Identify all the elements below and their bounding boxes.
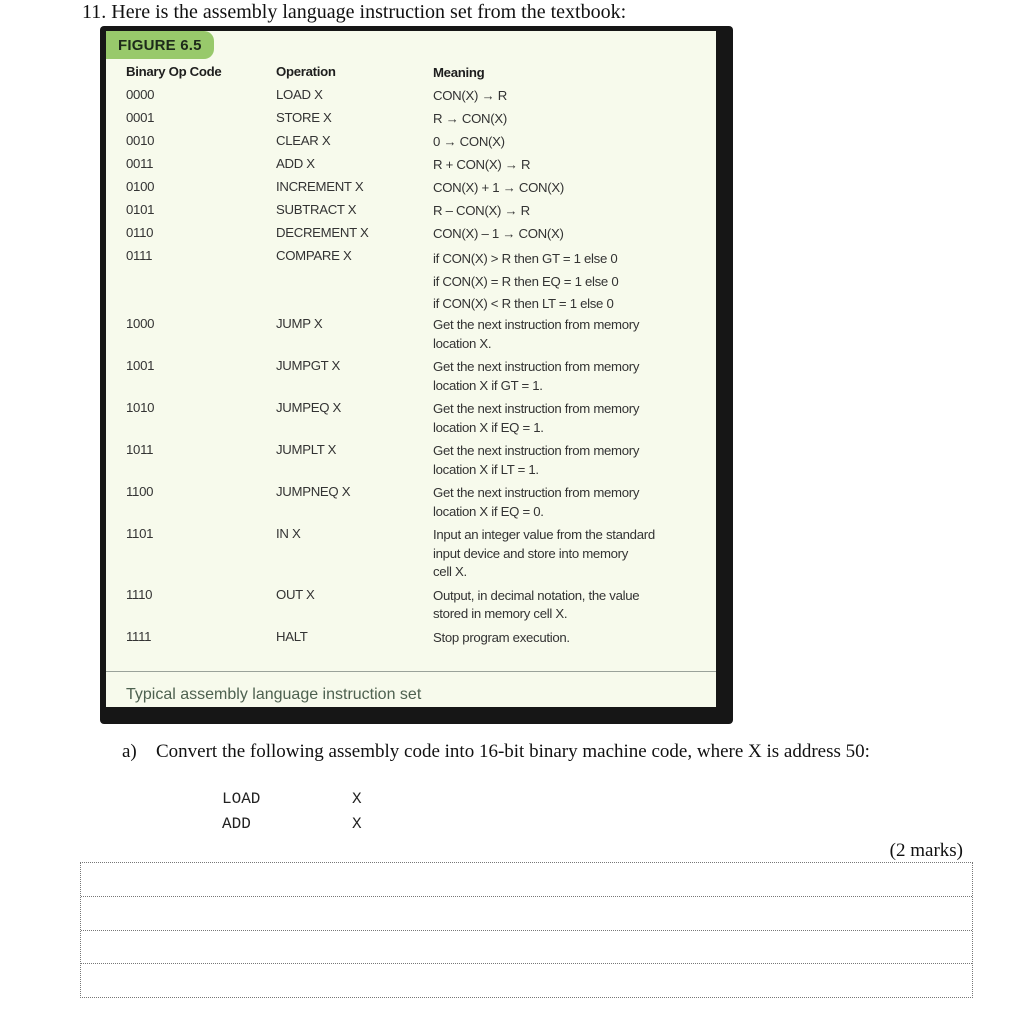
answer-line — [81, 930, 972, 931]
table-row — [106, 526, 716, 587]
meaning — [433, 629, 698, 648]
meaning-line: CON(X) + 1 → CON(X) — [433, 180, 564, 195]
op-code: 0110 — [126, 225, 154, 240]
meaning — [433, 442, 698, 479]
marks-label: (2 marks) — [889, 840, 963, 861]
table-row — [106, 248, 716, 316]
operation: JUMP X — [276, 316, 323, 332]
op-code: 0101 — [126, 202, 155, 217]
meaning — [433, 156, 698, 175]
meaning-line: if CON(X) > R then GT = 1 else 0 — [433, 251, 618, 266]
meaning-line: CON(X) → R — [433, 88, 507, 103]
answer-line — [81, 896, 972, 897]
op-code: 1011 — [126, 442, 154, 458]
table-row — [106, 156, 716, 179]
figure-caption: Typical assembly language instruction set — [126, 686, 422, 703]
meaning-line: location X if EQ = 1. — [433, 419, 544, 435]
op-code: 0000 — [126, 87, 155, 102]
op-code: 1001 — [126, 358, 155, 374]
operation: JUMPNEQ X — [276, 484, 351, 500]
figure-frame — [100, 26, 733, 724]
meaning — [433, 248, 698, 316]
question-title: 11. Here is the assembly language instruction set from the textbook: — [82, 1, 627, 23]
operation: JUMPGT X — [276, 358, 341, 374]
meaning-line: stored in memory cell X. — [433, 606, 568, 622]
meaning-line: location X if LT = 1. — [433, 461, 539, 477]
figure-badge: FIGURE 6.5 — [106, 31, 214, 59]
meaning — [433, 526, 698, 582]
table-row — [106, 484, 716, 526]
caption-divider — [106, 671, 716, 672]
table-row — [106, 133, 716, 156]
figure-panel — [106, 31, 716, 707]
meaning-line: 0 → CON(X) — [433, 134, 505, 149]
table-row — [106, 110, 716, 133]
meaning-line: if CON(X) < R then LT = 1 else 0 — [433, 296, 614, 312]
operation: JUMPLT X — [276, 442, 337, 458]
instruction-table — [106, 64, 716, 652]
meaning-line: Get the next instruction from memory — [433, 401, 640, 417]
operation: STORE X — [276, 110, 332, 125]
operation: INCREMENT X — [276, 179, 364, 194]
meaning — [433, 316, 698, 353]
operation: COMPARE X — [276, 248, 352, 263]
meaning-line: location X if EQ = 0. — [433, 503, 544, 519]
meaning-line: Output, in decimal notation, the value — [433, 587, 640, 603]
meaning-line: R → CON(X) — [433, 111, 507, 126]
part-a-label: a) — [122, 741, 137, 762]
code-arg: X — [352, 790, 362, 808]
header-operation: Operation — [276, 64, 336, 79]
op-code: 0001 — [126, 110, 155, 125]
op-code: 1101 — [126, 526, 154, 542]
op-code: 1010 — [126, 400, 155, 416]
table-row — [106, 225, 716, 248]
meaning — [433, 400, 698, 437]
meaning — [433, 87, 698, 106]
meaning — [433, 110, 698, 129]
table-row — [106, 87, 716, 110]
table-row — [106, 442, 716, 484]
table-row — [106, 179, 716, 202]
operation: SUBTRACT X — [276, 202, 357, 217]
operation: JUMPEQ X — [276, 400, 342, 416]
meaning-line: Get the next instruction from memory — [433, 443, 640, 459]
meaning — [433, 225, 698, 244]
header-binary-op-code: Binary Op Code — [126, 64, 222, 79]
table-row — [106, 629, 716, 652]
operation: HALT — [276, 628, 308, 644]
table-row — [106, 400, 716, 442]
meaning-line: Get the next instruction from memory — [433, 317, 640, 333]
op-code: 1000 — [126, 316, 155, 332]
code-op: ADD — [222, 815, 251, 833]
operation: LOAD X — [276, 87, 323, 102]
op-code: 0100 — [126, 179, 155, 194]
meaning — [433, 484, 698, 521]
meaning-line: location X if GT = 1. — [433, 377, 543, 393]
table-row — [106, 316, 716, 358]
answer-line — [81, 963, 972, 964]
table-row — [106, 358, 716, 400]
op-code: 0011 — [126, 156, 154, 171]
meaning-line: CON(X) – 1 → CON(X) — [433, 226, 564, 241]
part-a-text: Convert the following assembly code into 16-bit binary machine code, where X is address 50: — [156, 741, 870, 762]
op-code: 1111 — [126, 628, 152, 644]
table-row — [106, 587, 716, 629]
meaning-line: input device and store into memory — [433, 545, 629, 561]
op-code: 0010 — [126, 133, 155, 148]
operation: IN X — [276, 526, 301, 542]
operation: ADD X — [276, 156, 315, 171]
operation: OUT X — [276, 586, 315, 602]
meaning-line: Get the next instruction from memory — [433, 485, 640, 501]
table-header-row — [106, 64, 716, 87]
operation: DECREMENT X — [276, 225, 369, 240]
op-code: 1100 — [126, 484, 154, 500]
code-arg: X — [352, 815, 362, 833]
answer-area[interactable] — [80, 862, 973, 998]
meaning-line: R – CON(X) → R — [433, 203, 530, 218]
meaning — [433, 358, 698, 395]
meaning-line: if CON(X) = R then EQ = 1 else 0 — [433, 273, 619, 289]
meaning — [433, 587, 698, 624]
meaning-line: Get the next instruction from memory — [433, 359, 640, 375]
header-meaning: Meaning — [433, 65, 485, 80]
meaning-line: cell X. — [433, 564, 467, 580]
meaning-line: Stop program execution. — [433, 629, 570, 645]
op-code: 0111 — [126, 248, 153, 263]
meaning-line: Input an integer value from the standard — [433, 527, 655, 543]
meaning-line: location X. — [433, 335, 492, 351]
meaning — [433, 179, 698, 198]
operation: CLEAR X — [276, 133, 331, 148]
meaning-line: R + CON(X) → R — [433, 157, 531, 172]
meaning — [433, 133, 698, 152]
code-op: LOAD — [222, 790, 261, 808]
meaning — [433, 202, 698, 221]
table-row — [106, 202, 716, 225]
op-code: 1110 — [126, 586, 153, 602]
